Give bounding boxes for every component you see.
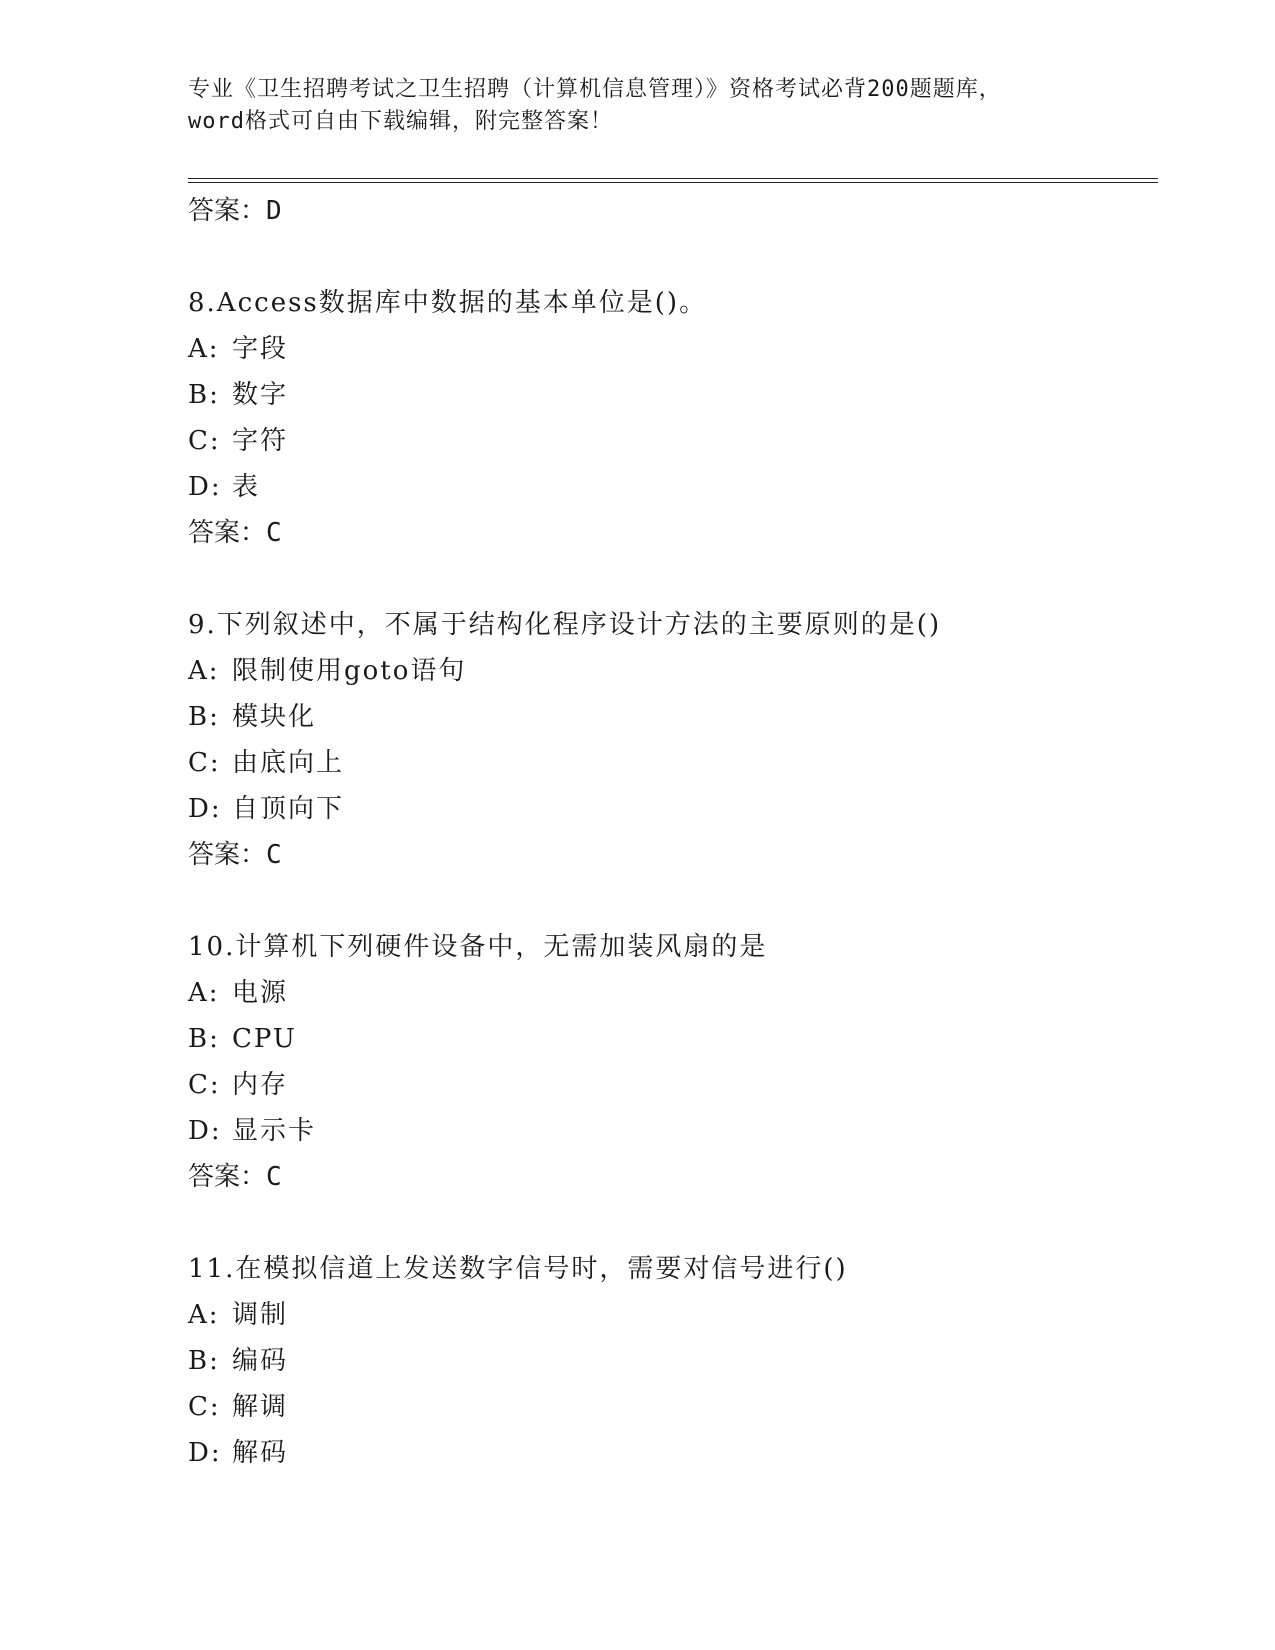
option-b [188, 372, 1148, 418]
question-title: 9.下列叙述中，不属于结构化程序设计方法的主要原则的是() [188, 610, 942, 640]
option-b [188, 1338, 1148, 1384]
option-letter: C: [188, 426, 221, 456]
question-title: 10.计算机下列硬件设备中，无需加装风扇的是 [188, 932, 768, 962]
option-letter: B: [188, 1346, 220, 1376]
option-text: 解码 [232, 1438, 289, 1468]
option-c [188, 740, 1148, 786]
option-letter: B: [188, 1024, 220, 1054]
question-block [188, 1246, 1148, 1476]
header-divider [188, 178, 1158, 183]
question-block [188, 602, 1148, 878]
answer-line: 答案：D [188, 196, 282, 226]
option-text: CPU [232, 1024, 297, 1054]
option-text: 解调 [232, 1392, 289, 1422]
option-text: 电源 [232, 978, 289, 1008]
option-c [188, 1062, 1148, 1108]
header-line-1: 专业《卫生招聘考试之卫生招聘（计算机信息管理）》资格考试必背200题题库， [188, 77, 1002, 102]
option-c [188, 418, 1148, 464]
question-title: 8.Access数据库中数据的基本单位是()。 [188, 288, 708, 318]
option-letter: A: [188, 1300, 220, 1330]
option-letter: C: [188, 1070, 221, 1100]
option-letter: D: [188, 472, 222, 502]
answer-line: 答案：C [188, 840, 282, 870]
option-text: 自顶向下 [232, 794, 345, 824]
option-text: 调制 [232, 1300, 289, 1330]
option-letter: A: [188, 334, 220, 364]
option-text: 表 [232, 472, 261, 502]
option-letter: B: [188, 380, 220, 410]
option-d [188, 1108, 1148, 1154]
option-c [188, 1384, 1148, 1430]
option-letter: D: [188, 1438, 222, 1468]
answer-line: 答案：C [188, 1162, 282, 1192]
option-a [188, 648, 1148, 694]
option-letter: A: [188, 656, 220, 686]
option-letter: A: [188, 978, 220, 1008]
option-text: 显示卡 [232, 1116, 317, 1146]
option-text: 限制使用goto语句 [232, 656, 467, 686]
spacer [188, 556, 1148, 602]
question-block [188, 924, 1148, 1200]
question-title: 11.在模拟信道上发送数字信号时，需要对信号进行() [188, 1254, 848, 1284]
option-text: 编码 [232, 1346, 289, 1376]
question-block [188, 280, 1148, 556]
option-a [188, 970, 1148, 1016]
option-d [188, 464, 1148, 510]
option-letter: D: [188, 794, 222, 824]
option-a [188, 1292, 1148, 1338]
header-line-2: word格式可自由下载编辑，附完整答案！ [188, 109, 613, 134]
option-letter: C: [188, 1392, 221, 1422]
spacer [188, 234, 1148, 280]
option-letter: C: [188, 748, 221, 778]
spacer [188, 1200, 1148, 1246]
option-text: 内存 [232, 1070, 289, 1100]
option-text: 数字 [232, 380, 289, 410]
option-a [188, 326, 1148, 372]
option-b [188, 1016, 1148, 1062]
document-header [188, 74, 1088, 138]
option-text: 由底向上 [232, 748, 345, 778]
option-d [188, 1430, 1148, 1476]
question-list [188, 188, 1148, 1476]
option-text: 字段 [232, 334, 289, 364]
option-text: 模块化 [232, 702, 317, 732]
option-letter: B: [188, 702, 220, 732]
answer-line: 答案：C [188, 518, 282, 548]
option-text: 字符 [232, 426, 289, 456]
option-b [188, 694, 1148, 740]
option-letter: D: [188, 1116, 222, 1146]
option-d [188, 786, 1148, 832]
spacer [188, 878, 1148, 924]
